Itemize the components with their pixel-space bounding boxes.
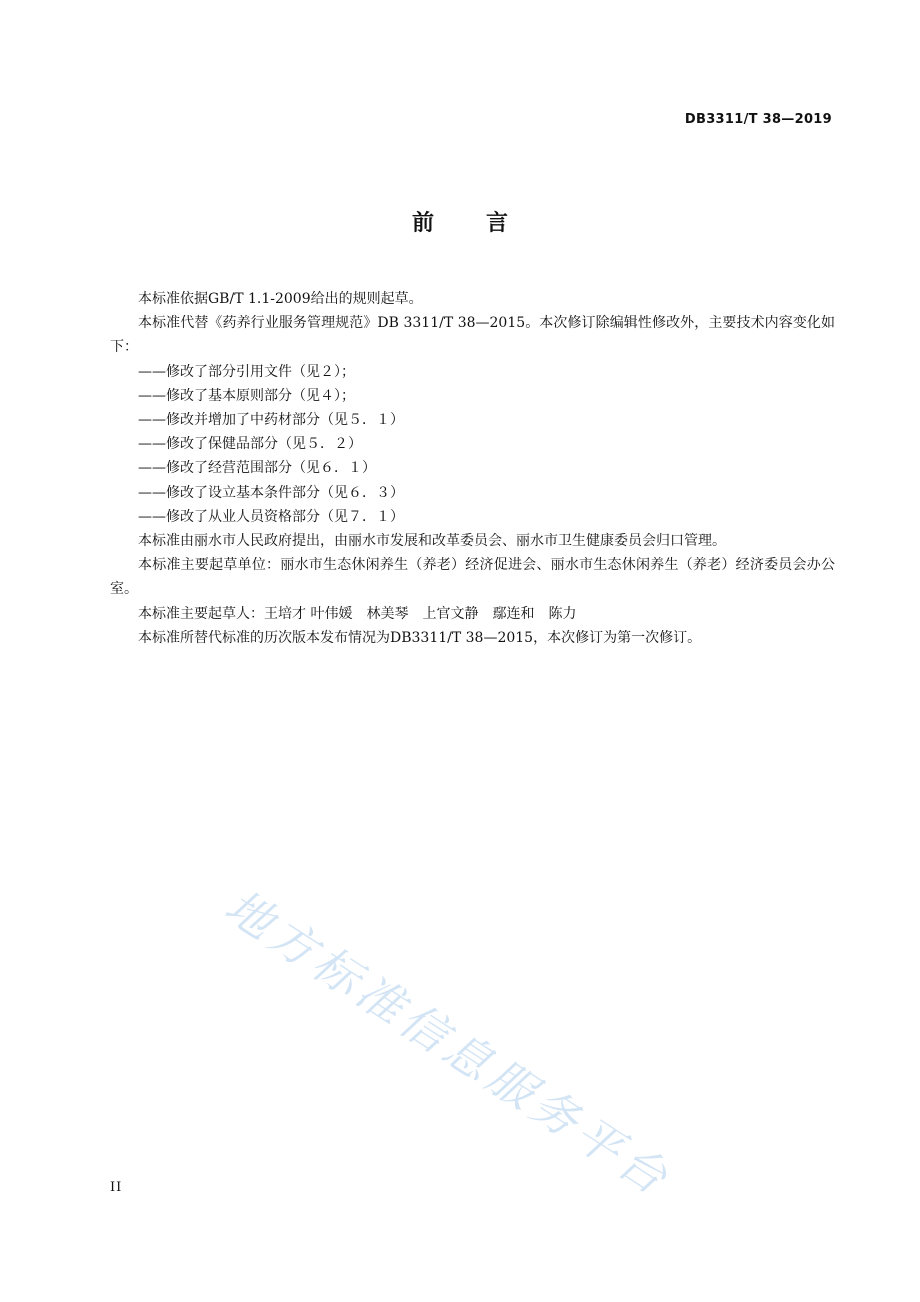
watermark: 地方标准信息服务平台 bbox=[215, 878, 682, 1208]
paragraph-drafting-rules: 本标准依据GB/T 1.1-2009给出的规则起草。 bbox=[138, 291, 423, 307]
change-item: ——修改并增加了中药材部分（见５．１） bbox=[138, 412, 404, 429]
change-item: ——修改了保健品部分（见５．２） bbox=[138, 436, 362, 453]
paragraph-proposer: 本标准由丽水市人民政府提出，由丽水市发展和改革委员会、丽水市卫生健康委员会归口管理。 bbox=[138, 533, 726, 550]
change-item: ——修改了设立基本条件部分（见６．３） bbox=[138, 484, 404, 501]
document-code: DB3311/T 38—2019 bbox=[684, 112, 832, 127]
change-item: ——修改了经营范围部分（见６．１） bbox=[138, 460, 376, 477]
page-title: 前言 bbox=[411, 211, 560, 236]
foreword-body bbox=[110, 287, 835, 650]
page-number: II bbox=[110, 1180, 123, 1195]
change-item: ——修改了部分引用文件（见２）； bbox=[138, 363, 355, 380]
paragraph-version-history: 本标准所替代标准的历次版本发布情况为DB3311/T 38—2015，本次修订为第一次修订。 bbox=[138, 629, 702, 646]
paragraph-drafting-units: 本标准主要起草单位：丽水市生态休闲养生（养老）经济促进会、丽水市生态休闲养生（养老）经济委员会办公室。 bbox=[110, 557, 835, 598]
change-item: ——修改了从业人员资格部分（见７．１） bbox=[138, 508, 404, 525]
change-item: ——修改了基本原则部分（见４）； bbox=[138, 387, 355, 404]
paragraph-replacement: 本标准代替《药养行业服务管理规范》DB 3311/T 38—2015。本次修订除编辑性修改外，主要技术内容变化如下： bbox=[110, 315, 835, 356]
paragraph-drafters: 本标准主要起草人：王培才 叶伟媛 林美琴 上官文静 鄢连和 陈力 bbox=[138, 605, 577, 622]
